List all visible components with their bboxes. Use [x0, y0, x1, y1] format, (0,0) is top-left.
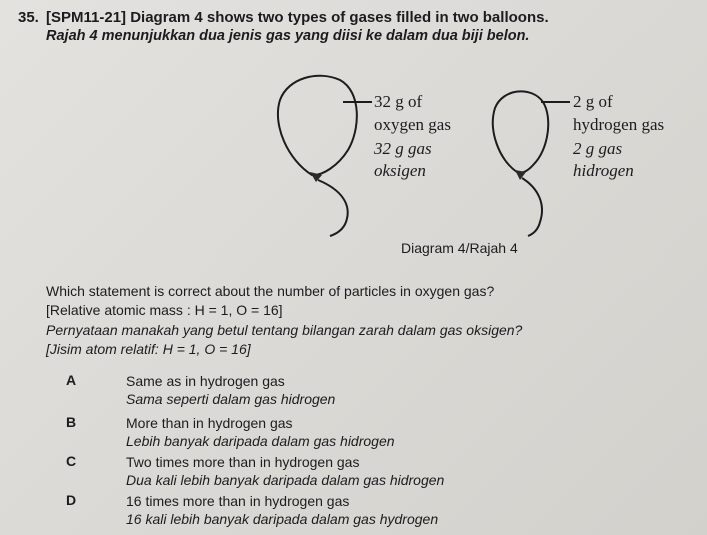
hydrogen-label-4: hidrogen [573, 161, 634, 180]
option-d-letter: D [66, 492, 77, 508]
stem-en: Which statement is correct about the number of particles in oxygen gas? [46, 283, 495, 299]
option-c-en[interactable]: Two times more than in hydrogen gas [126, 454, 360, 470]
question-title-en: [SPM11-21] Diagram 4 shows two types of gases filled in two balloons. [46, 9, 549, 26]
oxygen-label-2: oxygen gas [374, 115, 451, 134]
question-number: 35. [18, 9, 39, 26]
question-title-ms: Rajah 4 menunjukkan dua jenis gas yang diisi ke dalam dua biji belon. [46, 28, 530, 44]
option-a-letter: A [66, 372, 77, 388]
option-c-ms[interactable]: Dua kali lebih banyak daripada dalam gas hidrogen [126, 472, 445, 488]
hydrogen-label-3: 2 g gas [573, 139, 623, 158]
option-d-en[interactable]: 16 times more than in hydrogen gas [126, 493, 350, 509]
option-b-en[interactable]: More than in hydrogen gas [126, 415, 293, 431]
oxygen-balloon-string-icon [318, 180, 348, 236]
hydrogen-balloon-icon [493, 91, 548, 172]
hydrogen-balloon-string-icon [522, 178, 542, 236]
stem-mass-ms: [Jisim atom relatif: H = 1, O = 16] [46, 341, 251, 357]
oxygen-balloon-icon [278, 76, 357, 175]
hydrogen-label-2: hydrogen gas [573, 115, 665, 134]
oxygen-label-1: 32 g of [374, 92, 423, 111]
stem-mass-en: [Relative atomic mass : H = 1, O = 16] [46, 302, 283, 318]
oxygen-label-3: 32 g gas [374, 139, 432, 158]
option-b-ms[interactable]: Lebih banyak daripada dalam gas hidrogen [126, 433, 395, 449]
option-b-letter: B [66, 414, 77, 430]
hydrogen-label-1: 2 g of [573, 92, 613, 111]
option-a-ms[interactable]: Sama seperti dalam gas hidrogen [126, 391, 336, 407]
oxygen-label-4: oksigen [374, 161, 426, 180]
stem-ms: Pernyataan manakah yang betul tentang bilangan zarah dalam gas oksigen? [46, 322, 523, 338]
option-d-ms[interactable]: 16 kali lebih banyak daripada dalam gas hydrogen [126, 511, 439, 527]
option-c-letter: C [66, 453, 77, 469]
diagram-caption: Diagram 4/Rajah 4 [401, 240, 518, 256]
option-a-en[interactable]: Same as in hydrogen gas [126, 373, 285, 389]
